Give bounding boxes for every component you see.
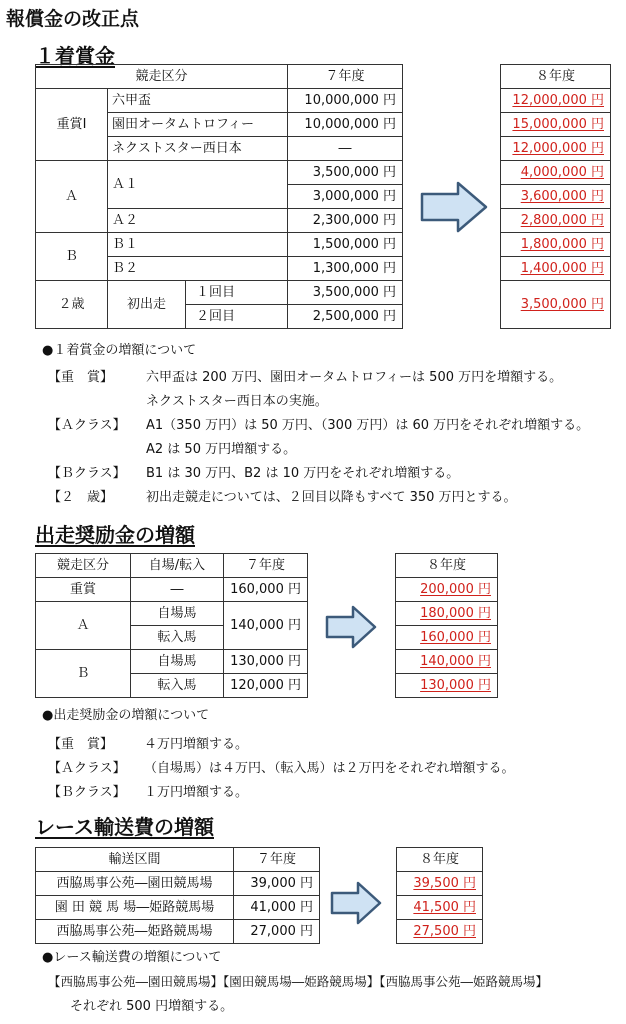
- s3-notes-title: ●レース輸送費の増額について: [42, 950, 222, 965]
- s2-y8-value: 200,000 円: [420, 582, 491, 597]
- s2-type-label: 転入馬: [131, 674, 224, 698]
- s3-head-route: 輸送区間: [36, 848, 234, 872]
- s3-y8-value: 39,500 円: [413, 876, 476, 891]
- s2-y7-value: 140,000 円: [224, 602, 308, 650]
- s2-head-y7: ７年度: [224, 554, 308, 578]
- s3-route: 西脇馬事公苑―園田競馬場: [36, 872, 234, 896]
- s2-note-text: （自場馬）は４万円、（転入馬）は２万円をそれぞれ増額する。: [144, 761, 515, 776]
- s1-group-label: 重賞Ⅰ: [36, 89, 108, 161]
- s1-group-label: Ａ: [36, 161, 108, 233]
- s3-notes-text: それぞれ 500 円増額する。: [70, 999, 234, 1014]
- s2-head-class: 競走区分: [36, 554, 131, 578]
- s3-y7-value: 27,000 円: [234, 920, 320, 944]
- s1-y7-value: 10,000,000 円: [288, 113, 403, 137]
- s1-note-text: A1（350 万円）は 50 万円、（300 万円）は 60 万円をそれぞれ増額する。: [146, 418, 590, 433]
- s1-race-name: 六甲盃: [108, 89, 288, 113]
- s2-y8-value: 160,000 円: [420, 630, 491, 645]
- s2-table-y8: [395, 553, 498, 698]
- s1-head-y8: ８年度: [501, 65, 611, 89]
- s1-y8-value: 3,500,000 円: [520, 297, 604, 312]
- arrow-right-icon: [330, 881, 382, 925]
- s1-note-text: A2 は 50 万円増額する。: [146, 442, 297, 457]
- s2-type-label: 自場馬: [131, 650, 224, 674]
- s2-class-label: 重賞: [36, 578, 131, 602]
- s3-y8-value: 27,500 円: [413, 924, 476, 939]
- s1-note-text: B1 は 30 万円、B2 は 10 万円をそれぞれ増額する。: [146, 466, 460, 481]
- s3-notes-routes: 【西脇馬事公苑―園田競馬場】【園田競馬場―姫路競馬場】【西脇馬事公苑―姫路競馬場】: [48, 974, 549, 989]
- s1-y7-value: ―: [288, 137, 403, 161]
- s2-head-type: 自場/転入: [131, 554, 224, 578]
- s2-y7-value: 130,000 円: [224, 650, 308, 674]
- s1-y7-value: 1,500,000 円: [288, 233, 403, 257]
- s1-note-text: 六甲盃は 200 万円、園田オータムトロフィーは 500 万円を増額する。: [146, 370, 563, 385]
- s1-group-label: ２歳: [36, 281, 108, 329]
- s3-y7-value: 39,000 円: [234, 872, 320, 896]
- s1-race-name: Ａ１: [108, 161, 288, 209]
- s1-sub-label: 初出走: [108, 281, 186, 329]
- s1-head-y7: ７年度: [288, 65, 403, 89]
- s2-type-label: 転入馬: [131, 626, 224, 650]
- s1-notes-title: ●１着賞金の増額について: [42, 343, 197, 358]
- s3-table-y8: [396, 847, 483, 944]
- s1-y8-value: 2,800,000 円: [520, 213, 604, 228]
- s1-head-class: 競走区分: [36, 65, 288, 89]
- s2-class-label: Ｂ: [36, 650, 131, 698]
- s3-y8-value: 41,500 円: [413, 900, 476, 915]
- s1-note-label: 【２ 歳】: [48, 490, 114, 505]
- s1-y8-value: 15,000,000 円: [512, 117, 604, 132]
- s1-y8-value: 3,600,000 円: [520, 189, 604, 204]
- section3-heading: レース輸送費の増額: [35, 815, 214, 839]
- s1-y7-value: 10,000,000 円: [288, 89, 403, 113]
- s1-y7-value: 3,500,000 円: [288, 281, 403, 305]
- s2-note-text: ４万円増額する。: [144, 737, 249, 752]
- s1-race-name: Ｂ１: [108, 233, 288, 257]
- s3-y7-value: 41,000 円: [234, 896, 320, 920]
- s1-note-text: ネクストスター西日本の実施。: [146, 394, 328, 409]
- s1-y8-value: 4,000,000 円: [520, 165, 604, 180]
- s2-y8-value: 180,000 円: [420, 606, 491, 621]
- s3-table-y7: [35, 847, 320, 944]
- s2-note-label: 【Ｂクラス】: [48, 785, 126, 800]
- s2-table-y7: [35, 553, 308, 698]
- arrow-right-icon: [325, 605, 377, 649]
- s2-type-label: ―: [131, 578, 224, 602]
- section1-heading: １着賞金: [35, 44, 115, 68]
- s1-y8-value: 12,000,000 円: [512, 141, 604, 156]
- s2-notes-title: ●出走奨励金の増額について: [42, 708, 210, 723]
- s2-note-label: 【Ａクラス】: [48, 761, 126, 776]
- s2-head-y8: ８年度: [396, 554, 498, 578]
- s1-race-name: ネクストスター西日本: [108, 137, 288, 161]
- s1-y7-value: 2,500,000 円: [288, 305, 403, 329]
- page-title: 報償金の改正点: [6, 8, 140, 30]
- s2-type-label: 自場馬: [131, 602, 224, 626]
- s1-race-name: １回目: [186, 281, 288, 305]
- s1-race-name: Ｂ２: [108, 257, 288, 281]
- s1-table-y7: [35, 64, 403, 329]
- s1-y8-value: 12,000,000 円: [512, 93, 604, 108]
- s2-y7-value: 120,000 円: [224, 674, 308, 698]
- s1-note-label: 【重 賞】: [48, 370, 114, 385]
- s1-race-name: Ａ２: [108, 209, 288, 233]
- s3-head-y8: ８年度: [397, 848, 483, 872]
- s3-route: 園 田 競 馬 場―姫路競馬場: [36, 896, 234, 920]
- s1-y7-value: 1,300,000 円: [288, 257, 403, 281]
- s1-y8-value: 1,800,000 円: [520, 237, 604, 252]
- s2-note-label: 【重 賞】: [48, 737, 114, 752]
- s2-note-text: １万円増額する。: [144, 785, 249, 800]
- s3-route: 西脇馬事公苑―姫路競馬場: [36, 920, 234, 944]
- section2-heading: 出走奨励金の増額: [35, 523, 195, 547]
- s2-y8-value: 130,000 円: [420, 678, 491, 693]
- s2-y8-value: 140,000 円: [420, 654, 491, 669]
- s1-group-label: Ｂ: [36, 233, 108, 281]
- s2-y7-value: 160,000 円: [224, 578, 308, 602]
- s2-class-label: Ａ: [36, 602, 131, 650]
- arrow-right-icon: [420, 181, 488, 233]
- s3-head-y7: ７年度: [234, 848, 320, 872]
- s1-race-name: ２回目: [186, 305, 288, 329]
- s1-y8-value: 1,400,000 円: [520, 261, 604, 276]
- s1-note-label: 【Ａクラス】: [48, 418, 126, 433]
- s1-note-text: 初出走競走については、２回目以降もすべて 350 万円とする。: [146, 490, 517, 505]
- s1-y7-value: 2,300,000 円: [288, 209, 403, 233]
- s1-y7-value: 3,500,000 円: [288, 161, 403, 185]
- s1-table-y8: [500, 64, 611, 329]
- s1-race-name: 園田オータムトロフィー: [108, 113, 288, 137]
- s1-y7-value: 3,000,000 円: [288, 185, 403, 209]
- s1-note-label: 【Ｂクラス】: [48, 466, 126, 481]
